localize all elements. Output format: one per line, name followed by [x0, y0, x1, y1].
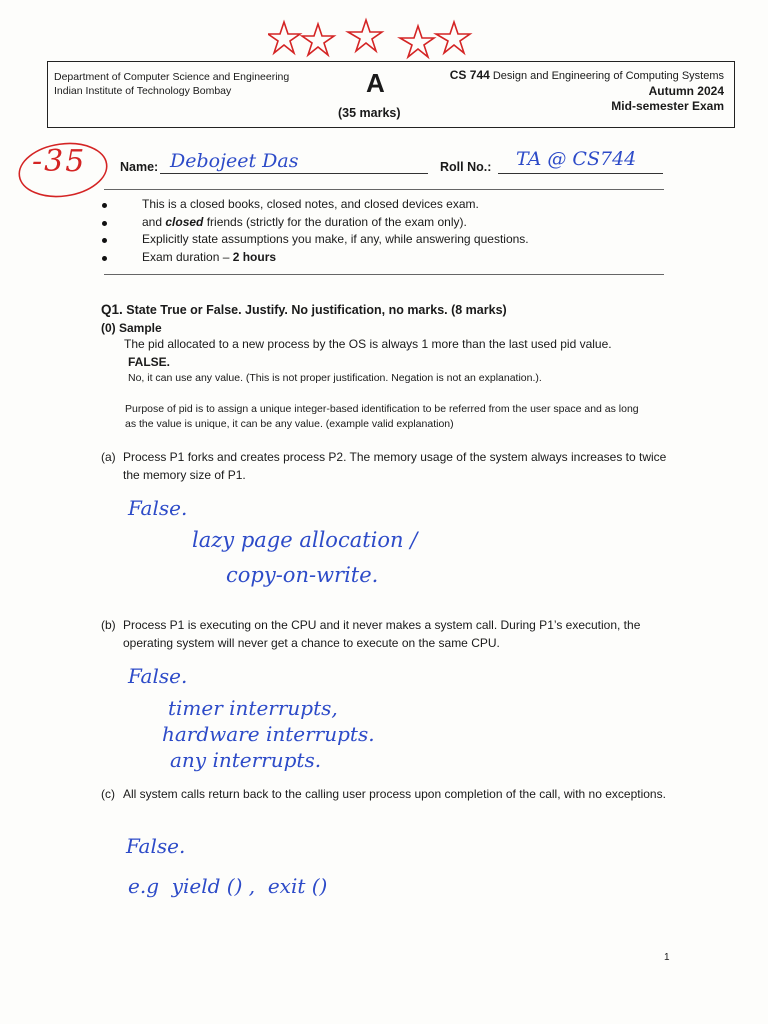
name-field	[160, 150, 428, 174]
sample-answer: FALSE.	[128, 355, 171, 369]
course-name: Design and Engineering of Computing Systems	[492, 70, 724, 82]
bullet-icon	[102, 256, 107, 261]
sample-title: (0) Sample	[101, 321, 162, 335]
instruction-item: Exam duration – 2 hours	[102, 249, 529, 267]
answer-b-line3: hardware interrupts.	[162, 722, 375, 746]
name-value: Debojeet Das	[170, 150, 299, 172]
question-title: Q1. State True or False. Justify. No justification, no marks. (8 marks)	[101, 302, 507, 317]
instruction-item: This is a closed books, closed notes, and closed devices exam.	[102, 196, 529, 214]
course-info	[450, 68, 724, 114]
exam-type: Mid-semester Exam	[611, 99, 724, 113]
divider	[104, 189, 664, 190]
answer-c-line2: e.g yield () , exit ()	[128, 874, 328, 898]
department: Department of Computer Science and Engineering	[54, 71, 290, 83]
exam-header	[47, 61, 735, 128]
term: Autumn 2024	[648, 84, 724, 98]
answer-a-line2: lazy page allocation /	[192, 528, 418, 552]
name-label: Name:	[120, 160, 159, 174]
instruction-item: and closed friends (strictly for the duration of the exam only).	[102, 214, 529, 232]
answer-a-line1: False.	[128, 496, 188, 520]
bullet-icon	[102, 203, 107, 208]
bullet-icon	[102, 221, 107, 226]
question-part-a: (a) Process P1 forks and creates process P2. The memory usage of the system always increases to twice the memory size of P1.	[101, 450, 667, 482]
sample-note: No, it can use any value. (This is not proper justification. Negation is not an explanation.).	[128, 372, 542, 384]
page-number: 1	[664, 952, 670, 963]
roll-label: Roll No.:	[440, 160, 492, 174]
header-institution	[54, 70, 289, 98]
bullet-icon	[102, 238, 107, 243]
question-part-c: (c) All system calls return back to the calling user process upon completion of the call, with no exceptions.	[101, 787, 666, 801]
answer-b-line1: False.	[128, 664, 188, 688]
instructions-list	[102, 196, 529, 266]
score-mark: -35	[32, 144, 87, 179]
sample-statement: The pid allocated to a new process by the OS is always 1 more than the last used pid value.	[124, 337, 612, 351]
answer-b-line4: any interrupts.	[170, 748, 322, 772]
answer-a-line3: copy-on-write.	[226, 563, 379, 587]
instruction-item: Explicitly state assumptions you make, if any, while answering questions.	[102, 231, 529, 249]
question-part-b: (b) Process P1 is executing on the CPU and it never makes a system call. During P1’s execution, the operating system will never get a chance to execute on the same CPU.	[101, 618, 641, 650]
exam-version: A	[366, 68, 385, 98]
roll-field	[498, 148, 663, 174]
divider	[104, 274, 664, 275]
course-code: CS 744	[449, 68, 490, 82]
total-marks: (35 marks)	[338, 106, 401, 120]
answer-b-line2: timer interrupts,	[168, 696, 338, 720]
institute: Indian Institute of Technology Bombay	[54, 85, 232, 97]
sample-explanation: Purpose of pid is to assign a unique integer-based identification to be referred from the user space and as long as the value is unique, it can be any value. (example valid explanation)	[125, 403, 639, 430]
grading-stars-icon	[268, 12, 478, 62]
roll-value: TA @ CS744	[516, 148, 637, 170]
answer-c-line1: False.	[126, 834, 186, 858]
